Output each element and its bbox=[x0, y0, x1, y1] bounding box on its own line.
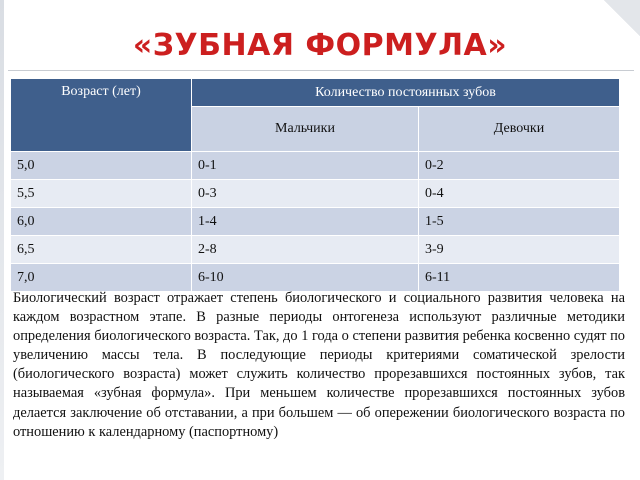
title-divider bbox=[8, 70, 634, 71]
table-row bbox=[11, 152, 620, 180]
boys-cell: 2-8 bbox=[192, 236, 419, 264]
boys-cell: 1-4 bbox=[192, 208, 419, 236]
girls-cell: 0-2 bbox=[419, 152, 620, 180]
boys-cell: 6-10 bbox=[192, 264, 419, 292]
age-cell: 5,0 bbox=[11, 152, 192, 180]
teeth-formula-table bbox=[10, 78, 620, 292]
girls-cell: 1-5 bbox=[419, 208, 620, 236]
teeth-count-header: Количество постоянных зубов bbox=[192, 79, 620, 107]
body-paragraph: Биологический возраст отражает степень биологического и социального развития человека на каждом возрастном этапе. В разные периоды онтогенеза используют различные методики определения биологического возраста. Так, до 1 года о степени развития ребенка косвенно судят по увеличению массы тела. В последующие периоды критериями соматической зрелости (биологического возраста) может служить количество прорезавшихся постоянных зубов, так называемая «зубная формула». При меньшем количестве прорезавшихся постоянных зубов делается заключение об отставании, а при большем — об опережении биологического возраста по отношению к календарному (паспортному) bbox=[13, 290, 625, 440]
table-header-row bbox=[11, 79, 620, 107]
age-column-header: Возраст (лет) bbox=[11, 79, 192, 152]
age-cell: 7,0 bbox=[11, 264, 192, 292]
girls-cell: 3-9 bbox=[419, 236, 620, 264]
age-cell: 6,5 bbox=[11, 236, 192, 264]
decorative-side-bar bbox=[0, 0, 4, 480]
table-row bbox=[11, 236, 620, 264]
boys-column-header: Мальчики bbox=[192, 107, 419, 152]
page-title: «ЗУБНАЯ ФОРМУЛА» bbox=[132, 28, 508, 64]
table-row bbox=[11, 180, 620, 208]
table-row bbox=[11, 208, 620, 236]
age-cell: 6,0 bbox=[11, 208, 192, 236]
girls-cell: 0-4 bbox=[419, 180, 620, 208]
boys-cell: 0-3 bbox=[192, 180, 419, 208]
girls-cell: 6-11 bbox=[419, 264, 620, 292]
table-row bbox=[11, 264, 620, 292]
boys-cell: 0-1 bbox=[192, 152, 419, 180]
girls-column-header: Девочки bbox=[419, 107, 620, 152]
age-cell: 5,5 bbox=[11, 180, 192, 208]
